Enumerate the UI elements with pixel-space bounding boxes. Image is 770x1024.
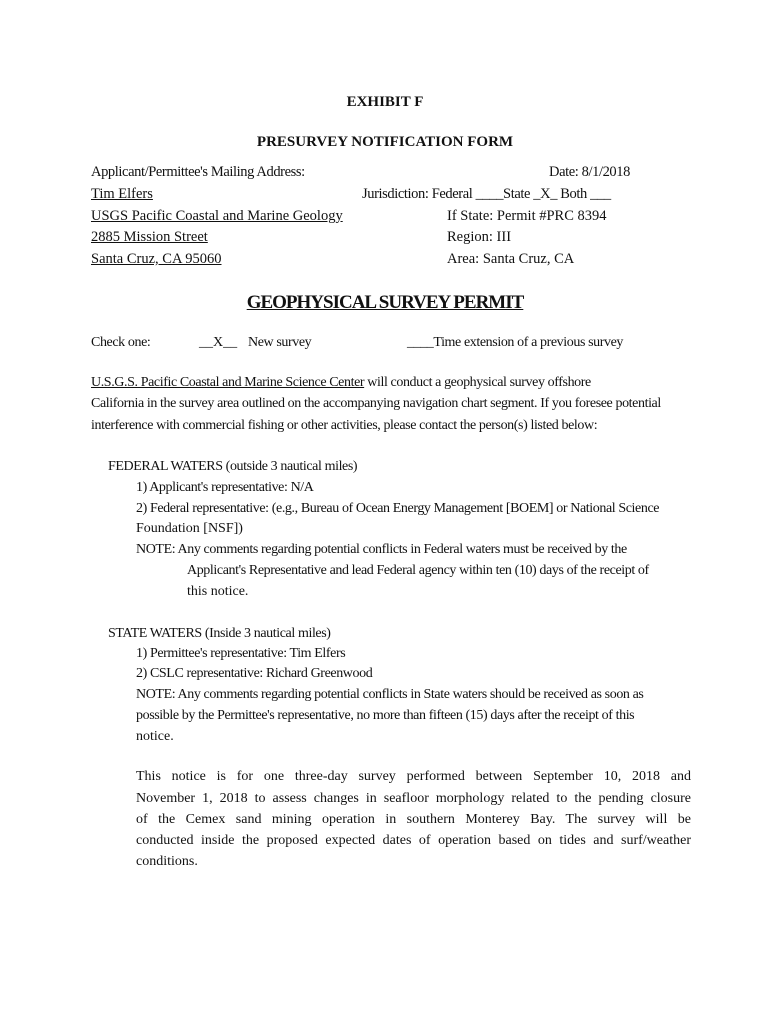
permit-field: If State: Permit #PRC 8394 [447,208,607,224]
applicant-street: 2885 Mission Street [91,229,208,245]
form-title: PRESURVEY NOTIFICATION FORM [256,134,514,150]
federal-item-2-line-2: Foundation [NSF]) [136,521,243,536]
state-heading: STATE WATERS (Inside 3 nautical miles) [108,626,331,641]
closing-line-4: conducted inside the proposed expected dates of operation based on tides and surf/weather [136,833,691,848]
state-mark: _X_ [530,186,558,202]
federal-note-line-2: Applicant's Representative and lead Federal agency within ten (10) days of the receipt of [187,563,649,578]
both-blank: ___ [590,186,611,202]
intro-line-3: interference with commercial fishing or other activities, please contact the person(s) listed below: [91,418,598,433]
both-label: Both [560,186,587,202]
federal-item-1: 1) Applicant's representative: N/A [136,480,314,495]
area-field: Area: Santa Cruz, CA [447,251,575,267]
closing-line-5: conditions. [136,854,198,869]
time-extension-option [407,335,623,351]
date-field: Date: 8/1/2018 [549,164,630,180]
new-survey-label: New survey [248,335,312,350]
state-item-2: 2) CSLC representative: Richard Greenwood [136,666,373,681]
federal-note-line-1: NOTE: Any comments regarding potential conflicts in Federal waters must be received by the [136,542,627,557]
intro-line-1 [91,375,591,391]
closing-line-3: of the Cemex sand mining operation in southern Monterey Bay. The survey will be [136,812,691,827]
federal-note-line-3: this notice. [187,584,249,599]
time-extension-mark: ____ [407,335,434,350]
federal-blank: ____ [475,186,504,202]
closing-line-1: This notice is for one three-day survey performed between September 10, 2018 and [136,769,691,784]
jurisdiction-field [362,186,611,203]
intro-line-2: California in the survey area outlined on the accompanying navigation chart segment. If you foresee potential [91,396,661,411]
closing-line-2: November 1, 2018 to assess changes in seafloor morphology related to the pending closure [136,791,691,806]
region-field: Region: III [447,229,512,245]
permit-title: GEOPHYSICAL SURVEY PERMIT [246,292,524,313]
state-label: State [503,186,531,202]
state-note-line-2: possible by the Permittee's representative, no more than fifteen (15) days after the receipt of this [136,708,635,723]
applicant-name: Tim Elfers [91,186,153,202]
federal-heading: FEDERAL WATERS (outside 3 nautical miles) [108,459,358,474]
state-note-line-1: NOTE: Any comments regarding potential conflicts in State waters should be received as soon as [136,687,644,702]
applicant-label: Applicant/Permittee's Mailing Address: [91,164,305,180]
new-survey-mark: __X__ [199,335,238,350]
center-name: U.S.G.S. Pacific Coastal and Marine Science Center [91,375,365,390]
intro-line-1-rest: will conduct a geophysical survey offshore [364,375,591,390]
exhibit-heading: EXHIBIT F [346,94,424,110]
applicant-org: USGS Pacific Coastal and Marine Geology [91,208,343,224]
time-extension-label: Time extension of a previous survey [433,335,624,350]
state-item-1: 1) Permittee's representative: Tim Elfers [136,646,346,661]
state-note-line-3: notice. [136,729,174,744]
federal-item-2-line-1: 2) Federal representative: (e.g., Bureau of Ocean Energy Management [BOEM] or National Science [136,501,660,516]
applicant-city: Santa Cruz, CA 95060 [91,251,222,267]
jurisdiction-label: Jurisdiction: Federal [362,186,473,202]
check-label: Check one: [91,335,151,350]
